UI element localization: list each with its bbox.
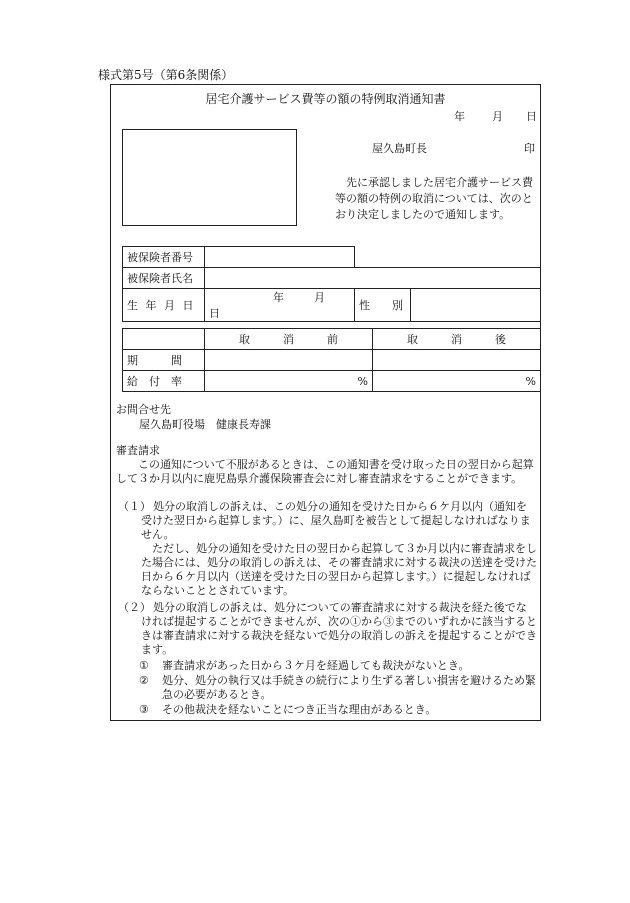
address-window-box <box>122 129 297 226</box>
birth-day-label: 日 <box>209 307 220 320</box>
review-request-label: 審査請求 <box>116 444 160 457</box>
insured-name-value <box>205 268 541 289</box>
mayor-name: 屋久島町長 <box>372 142 427 155</box>
sex-value <box>411 289 541 322</box>
item-1-proviso: ただし、処分の通知を受けた日の翌日から起算して３か月以内に審査請求をした場合には、処分の取消しの訴えは、その審査請求に対する裁決の送達を受けた日から６ケ月以内（送達を受けた日の翌日から起算します。）に提起しなければならないこととされています。 <box>141 542 537 597</box>
before-cancel-header: 取 消 前 <box>205 329 373 350</box>
insured-number-row <box>123 247 355 268</box>
item-2-number: （２） <box>118 601 151 614</box>
date-day-label: 日 <box>526 110 537 123</box>
insured-number-value <box>205 247 355 268</box>
form-number-label: 様式第5号（第6条関係） <box>98 68 234 82</box>
benefit-header-row <box>123 329 541 350</box>
after-cancel-header: 取 消 後 <box>373 329 541 350</box>
date-month-label: 月 <box>492 110 503 123</box>
subitem-1-text: 審査請求があった日から３ケ月を経過しても裁決がないとき。 <box>162 659 470 672</box>
rate-after-percent: % <box>373 371 541 392</box>
subitem-3-text: その他裁決を経ないことにつき正当な理由があるとき。 <box>162 703 437 716</box>
insured-name-table <box>122 267 541 289</box>
inquiry-office: 屋久島町役場 健康長寿課 <box>139 418 271 431</box>
subitem-3-number: ③ <box>139 703 149 716</box>
intro-paragraph: 先に承認しました居宅介護サービス費等の額の特例の取消については、次のとおり決定しましたので通知します。 <box>335 176 533 221</box>
birth-date-value <box>205 289 355 322</box>
inquiry-label: お問合せ先 <box>116 403 171 416</box>
birth-date-label: 生 年 月 日 <box>123 289 205 322</box>
benefit-corner-cell <box>123 329 205 350</box>
period-row <box>123 350 541 371</box>
insured-name-label: 被保険者氏名 <box>123 268 205 289</box>
item-1-number: （１） <box>118 500 151 513</box>
rate-before-percent: % <box>205 371 373 392</box>
date-year-label: 年 <box>454 110 465 123</box>
document-title: 居宅介護サービス費等の額の特例取消通知書 <box>205 92 446 106</box>
period-label: 期 間 <box>123 350 205 371</box>
period-before-value <box>205 350 373 371</box>
benefit-rate-table <box>122 328 541 392</box>
item-1-text: 処分の取消しの訴えは、この処分の通知を受けた日から６ケ月以内（通知を受けた翌日から起算します。）に、屋久島町を被告として提起しなければなりません。 <box>141 500 531 541</box>
birth-sex-row <box>123 289 541 322</box>
insured-number-label: 被保険者番号 <box>123 247 205 268</box>
birth-month-label: 月 <box>314 291 325 304</box>
review-intro-paragraph: この通知について不服があるときは、この通知書を受け取った日の翌日から起算して３か月以内に鹿児島県介護保険審査会に対し審査請求をすることができます。 <box>116 458 534 485</box>
benefit-rate-row <box>123 371 541 392</box>
subitem-1-number: ① <box>139 659 149 672</box>
insured-info-table <box>122 246 355 268</box>
birth-year-label: 年 <box>273 291 284 304</box>
period-after-value <box>373 350 541 371</box>
item-2-text: 処分の取消しの訴えは、処分についての審査請求に対する裁決を経た後でなければ提起することができませんが、次の①から③までのいずれかに該当するときは審査請求に対する裁決を経ないで処分の取消しの訴えを提起することができます。 <box>141 601 537 656</box>
benefit-rate-label: 給 付 率 <box>123 371 205 392</box>
sex-label: 性 別 <box>355 289 411 322</box>
subitem-2-number: ② <box>139 674 149 687</box>
insured-name-row <box>123 268 541 289</box>
seal-mark: 印 <box>524 142 535 155</box>
subitem-2-text: 処分、処分の執行又は手続きの続行により生ずる著しい損害を避けるため緊急の必要があるとき。 <box>162 674 536 701</box>
birth-sex-table <box>122 288 541 322</box>
